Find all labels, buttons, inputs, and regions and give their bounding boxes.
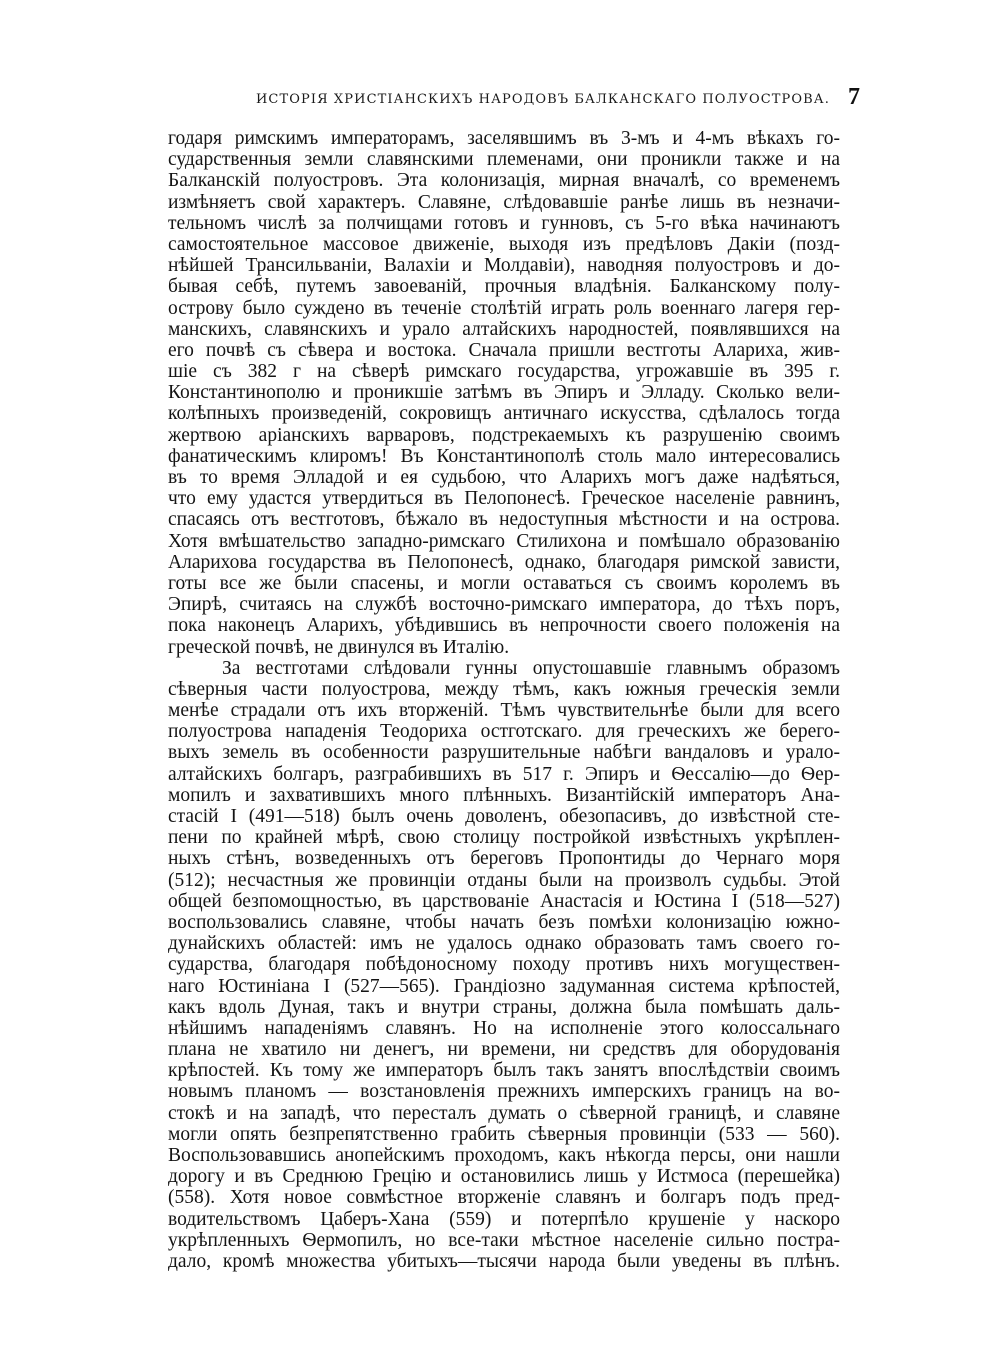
body-text [168,128,840,1272]
text-line: воспользовались славяне, чтобы начать безъ помѣхи колонизацію южно- [168,911,840,933]
text-line: крѣпостей. Къ тому же императоръ былъ такъ занятъ впослѣдствіи своимъ [168,1060,840,1082]
text-line: жертвою аріанскихъ варваровъ, подстрекаемыхъ къ разрушенію своимъ [168,424,840,446]
text-line: могли опять безпрепятственно грабить сѣверныя провинціи (533 — 560). [168,1123,840,1145]
text-line: наго Юстиніана I (527—565). Грандіозно задуманная система крѣпостей, [168,975,840,997]
text-line: спасаясь отъ вестготовъ, бѣжало въ недоступныя мѣстности и на острова. [168,509,840,531]
text-line: плана не хватило ни денегъ, ни времени, ни средствъ для оборудованія [168,1039,840,1061]
text-line: ныхъ стѣнъ, возведенныхъ отъ береговъ Пропонтиды до Чернаго моря [168,848,840,870]
text-line: новымъ планомъ — возстановленія прежнихъ имперскихъ границъ на во- [168,1081,840,1103]
text-line: нѣйшимъ нападеніямъ славянъ. Но на исполненіе этого колоссальнаго [168,1017,840,1039]
text-line: что ему удастся утвердиться въ Пелопонесѣ. Греческое населеніе равнинъ, [168,488,840,510]
text-line: (558). Хотя новое совмѣстное вторженіе славянъ и болгаръ подъ пред- [168,1187,840,1209]
text-line: самостоятельное массовое движеніе, выходя изъ предѣловъ Дакіи (позд- [168,233,840,255]
text-line: укрѣпленныхъ Ѳермопилъ, но все-таки мѣстное населеніе сильно постра- [168,1229,840,1251]
text-line: Воспользовавшись анопейскимъ проходомъ, какъ нѣкогда персы, они нашли [168,1145,840,1166]
text-line: общей безпомощностью, въ царствованіе Анастасія и Юстина I (518—527) [168,890,840,912]
text-line: его почвѣ съ сѣвера и востока. Сначала пришли вестготы Алариха, жив- [168,339,840,361]
text-line: сударства, благодаря побѣдоносному походу противъ нихъ могуществен- [168,954,840,976]
text-line: готы все же были спасены, и могли оставаться съ своимъ королемъ въ [168,572,840,594]
page-number: 7 [848,84,860,110]
text-line: бывая себѣ, путемъ завоеваній, прочныя владѣнія. Балканскому полу- [168,276,840,298]
text-line: сударственныя земли славянскими племенами, они проникли также и на [168,149,840,171]
text-line: Аларихова государства въ Пелопонесѣ, однако, благодаря римской зависти, [168,551,840,573]
text-line: пени по крайней мѣрѣ, свою столицу постройкой извѣстныхъ укрѣплен- [168,827,840,849]
text-line: дало, кромѣ множества убитыхъ—тысячи народа были уведены въ плѣнъ. [168,1250,840,1272]
text-line: менѣе страдали отъ ихъ вторженій. Тѣмъ чувствительнѣе были для всего [168,700,840,722]
paragraph-end-line: греческой почвѣ, не двинулся въ Италію. [168,636,510,658]
text-line: алтайскихъ болгаръ, разграбившихъ въ 517 г. Эпиръ и Ѳессалію—до Ѳер- [168,763,840,785]
paragraph-start-line: За вестготами слѣдовали гунны опустошавшіе главнымъ образомъ [222,657,840,679]
text-line: выхъ земель въ особенности разрушительные набѣги вандаловъ и урало- [168,742,840,764]
text-line: дунайскихъ областей: имъ не удалось однако образовать тамъ своего го- [168,933,840,955]
text-line: мопилъ и захватившихъ много плѣнныхъ. Византійскій императоръ Ана- [168,784,840,806]
text-line: тельномъ числѣ за полчищами готовъ и гунновъ, съ 5-го вѣка начинаютъ [168,212,840,234]
text-line: какъ вдоль Дуная, такъ и внутри страны, должна была помѣшать даль- [168,996,840,1018]
text-line: Балканскій полуостровъ. Эта колонизація, мирная вначалѣ, со временемъ [168,170,840,192]
text-line: стокѣ и на западѣ, что пересталъ думать о сѣверной границѣ, и славяне [168,1102,840,1124]
text-line: нѣйшей Трансильваніи, Валахіи и Молдавіи), наводняя полуостровъ и до- [168,255,840,277]
text-line: Эпирѣ, считаясь на службѣ восточно-римскаго императора, до тѣхъ поръ, [168,594,840,616]
text-line: острову было суждено въ теченіе столѣтій играть роль военнаго лагеря гер- [168,297,840,319]
text-line: въ то время Элладой и ея судьбою, что Аларихъ могъ даже надѣяться, [168,467,840,488]
text-line: стасій I (491—518) былъ очень доволенъ, обезопасивъ, до извѣстной сте- [168,806,840,827]
text-line: колѣпныхъ произведеній, сокровищъ античнаго искусства, сдѣлалось тогда [168,403,840,425]
running-title: ИСТОРІЯ ХРИСТІАНСКИХЪ НАРОДОВЪ БАЛКАНСКАГО ПОЛУОСТРОВА. [256,92,830,107]
text-line: дорогу и въ Среднюю Грецію и остановились лишь у Истмоса (перешейка) [168,1166,840,1188]
text-line: измѣняетъ свой характеръ. Славяне, слѣдовавшіе ранѣе лишь въ незначи- [168,191,840,213]
text-line: Хотя вмѣшательство западно-римскаго Стилихона и помѣшало образованію [168,530,840,552]
text-line: шіе съ 382 г на сѣверѣ римскаго государства, угрожавшіе въ 395 г. [168,361,840,383]
running-head [160,84,860,114]
text-line: манскихъ, славянскихъ и урало алтайскихъ народностей, появлявшихся на [168,318,840,340]
text-line: сѣверныя части полуострова, между тѣмъ, какъ южныя греческія земли [168,678,840,700]
text-line: пока наконецъ Аларихъ, убѣдившись въ непрочности своего положенія на [168,615,840,637]
text-line: фанатическимъ клиромъ! Въ Константинополѣ столь мало интересовались [168,445,840,467]
text-line: годаря римскимъ императорамъ, заселявшимъ въ 3-мъ и 4-мъ вѣкахъ го- [168,128,840,149]
text-line: полуострова нападенія Теодориха остготскаго. для греческихъ же берего- [168,721,840,743]
text-line: водительствомъ Цаберъ-Хана (559) и потерпѣло крушеніе у наскоро [168,1208,840,1230]
text-line: (512); несчастныя же провинціи отданы были на произволъ судьбы. Этой [168,869,840,891]
text-line: Константинополю и проникшіе затѣмъ въ Эпиръ и Элладу. Сколько вели- [168,382,840,404]
